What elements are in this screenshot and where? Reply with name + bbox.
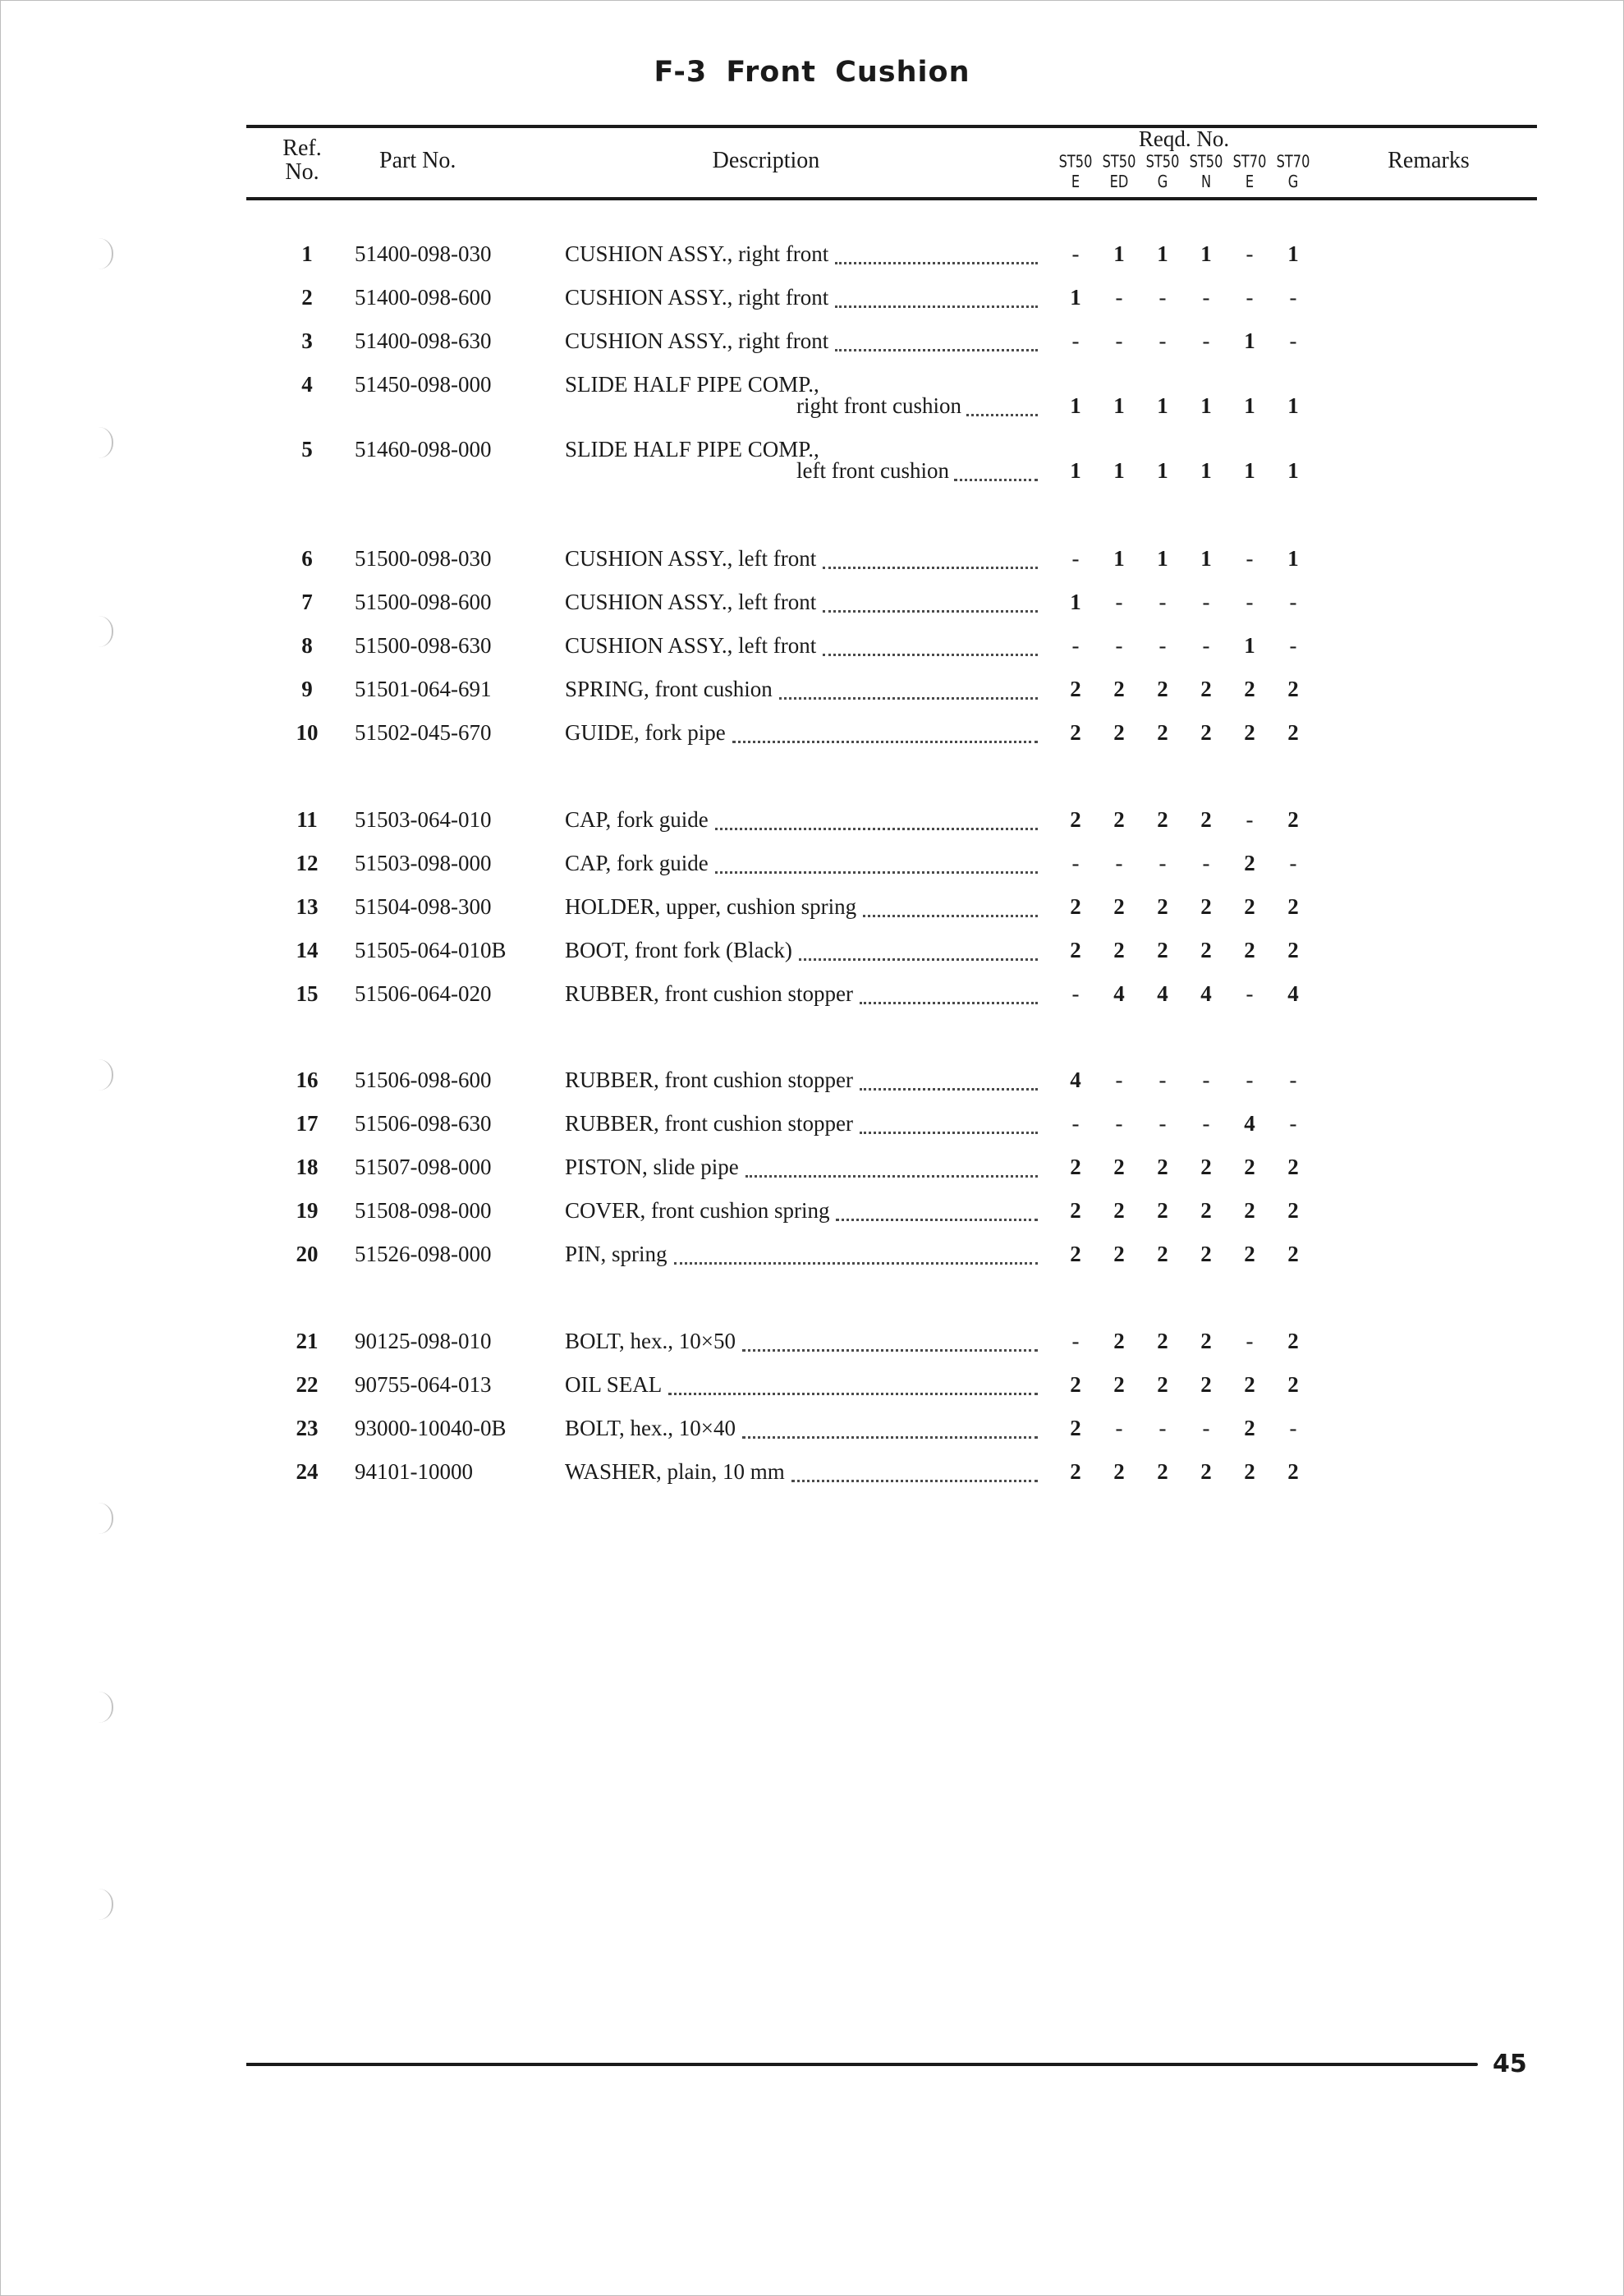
qty-cell: 2 [1070, 1372, 1081, 1397]
qty-cell: 2 [1157, 677, 1168, 701]
qty-cell: 2 [1287, 1372, 1299, 1397]
part-no: 51505-064-010B [355, 938, 507, 962]
dot-leader [835, 348, 1038, 351]
ref-no: 4 [301, 372, 313, 397]
part-no: 94101-10000 [355, 1459, 473, 1484]
qty-cell: - [1071, 328, 1080, 353]
qty-cell: 2 [1157, 938, 1168, 962]
model-code: ST50 [1145, 152, 1180, 172]
part-no: 51500-098-630 [355, 633, 492, 658]
dot-leader [674, 1261, 1038, 1265]
ref-no: 10 [296, 720, 319, 745]
qty-cell: - [1115, 1068, 1123, 1092]
qty-cell: 1 [1287, 393, 1299, 418]
qty-cell: 2 [1113, 1198, 1125, 1223]
ref-no: 7 [301, 590, 313, 614]
qty-cell: - [1158, 1416, 1167, 1440]
qty-cell: 1 [1200, 546, 1212, 571]
ref-no: 8 [301, 633, 313, 658]
dot-leader [799, 957, 1038, 961]
model-code: ST50 [1189, 152, 1223, 172]
qty-cell: 2 [1200, 1459, 1212, 1484]
model-variant: G [1157, 172, 1168, 192]
qty-cell: 2 [1287, 677, 1299, 701]
model-header [1271, 152, 1315, 192]
model-variant: E [1071, 172, 1080, 192]
qty-cell: 2 [1070, 1459, 1081, 1484]
qty-cell: 1 [1157, 458, 1168, 483]
qty-cell: 2 [1244, 894, 1255, 919]
qty-cell: 2 [1070, 1198, 1081, 1223]
model-variant: ED [1109, 172, 1129, 192]
qty-cell: - [1071, 981, 1080, 1006]
qty-cell: 2 [1244, 1372, 1255, 1397]
qty-cell: 1 [1113, 546, 1125, 571]
ref-no: 23 [296, 1416, 319, 1440]
table-row [0, 590, 1624, 622]
description: PIN, spring [565, 1242, 667, 1266]
description: BOLT, hex., 10×40 [565, 1416, 736, 1440]
qty-cell: - [1071, 633, 1080, 658]
qty-cell: 4 [1244, 1111, 1255, 1136]
qty-cell: - [1246, 285, 1254, 310]
qty-cell: - [1115, 590, 1123, 614]
qty-cell: 2 [1113, 1155, 1125, 1179]
qty-cell: 1 [1113, 458, 1125, 483]
ref-no: 13 [296, 894, 319, 919]
description: OIL SEAL [565, 1372, 663, 1397]
qty-cell: - [1202, 590, 1210, 614]
qty-cell: 2 [1200, 1155, 1212, 1179]
qty-cell: - [1289, 285, 1297, 310]
ref-no: 17 [296, 1111, 319, 1136]
table-row [0, 437, 1624, 483]
qty-cell: 2 [1070, 807, 1081, 832]
qty-cell: 1 [1070, 393, 1081, 418]
qty-cell: 1 [1200, 241, 1212, 266]
qty-cell: 2 [1113, 938, 1125, 962]
ref-no: 15 [296, 981, 319, 1006]
qty-cell: 2 [1157, 1372, 1168, 1397]
page-title: F-3 Front Cushion [654, 56, 970, 89]
dot-leader [791, 1479, 1038, 1482]
qty-cell: 1 [1200, 458, 1212, 483]
qty-cell: 2 [1113, 1242, 1125, 1266]
qty-cell: 4 [1200, 981, 1212, 1006]
description: CUSHION ASSY., right front [565, 241, 829, 266]
qty-cell: - [1115, 851, 1123, 875]
part-no: 51460-098-000 [355, 437, 492, 461]
qty-cell: 2 [1244, 851, 1255, 875]
qty-cell: 2 [1157, 1198, 1168, 1223]
part-no: 93000-10040-0B [355, 1416, 507, 1440]
qty-cell: 2 [1157, 1329, 1168, 1353]
description: CAP, fork guide [565, 851, 709, 875]
qty-cell: 2 [1070, 938, 1081, 962]
description: WASHER, plain, 10 mm [565, 1459, 785, 1484]
qty-cell: 1 [1113, 241, 1125, 266]
qty-cell: 4 [1157, 981, 1168, 1006]
qty-cell: 1 [1287, 546, 1299, 571]
column-header-reqd-no: Reqd. No. [1138, 126, 1230, 151]
dot-leader [860, 1001, 1038, 1004]
qty-cell: 2 [1200, 807, 1212, 832]
qty-cell: - [1071, 851, 1080, 875]
table-row [0, 285, 1624, 318]
description: GUIDE, fork pipe [565, 720, 726, 745]
qty-cell: 4 [1113, 981, 1125, 1006]
dot-leader [779, 696, 1038, 700]
column-header-ref [246, 136, 358, 184]
qty-cell: 1 [1070, 590, 1081, 614]
part-no: 51506-098-630 [355, 1111, 492, 1136]
table-row [0, 546, 1624, 579]
ref-no: 16 [296, 1068, 319, 1092]
qty-cell: 2 [1287, 938, 1299, 962]
part-no: 51500-098-030 [355, 546, 492, 571]
ref-no: 24 [296, 1459, 319, 1484]
model-code: ST50 [1058, 152, 1093, 172]
qty-cell: 2 [1244, 938, 1255, 962]
qty-cell: - [1158, 328, 1167, 353]
model-variant: E [1245, 172, 1255, 192]
qty-cell: 2 [1157, 720, 1168, 745]
ref-no: 2 [301, 285, 313, 310]
table-row [0, 633, 1624, 666]
table-row [0, 720, 1624, 753]
qty-cell: - [1246, 241, 1254, 266]
part-no: 51501-064-691 [355, 677, 492, 701]
qty-cell: 2 [1157, 807, 1168, 832]
qty-cell: - [1289, 1111, 1297, 1136]
qty-cell: - [1289, 851, 1297, 875]
qty-cell: - [1202, 1068, 1210, 1092]
model-code: ST70 [1232, 152, 1267, 172]
qty-cell: - [1071, 1329, 1080, 1353]
ref-no: 21 [296, 1329, 319, 1353]
qty-cell: 2 [1287, 1155, 1299, 1179]
dot-leader [732, 740, 1038, 743]
qty-cell: 2 [1113, 807, 1125, 832]
dot-leader [835, 261, 1038, 264]
qty-cell: - [1246, 981, 1254, 1006]
ref-no: 3 [301, 328, 313, 353]
footer-rule [246, 2063, 1478, 2066]
qty-cell: 2 [1200, 938, 1212, 962]
qty-cell: - [1115, 328, 1123, 353]
qty-cell: 2 [1113, 894, 1125, 919]
model-header [1140, 152, 1185, 192]
ref-no: 18 [296, 1155, 319, 1179]
qty-cell: - [1071, 1111, 1080, 1136]
qty-cell: - [1289, 1068, 1297, 1092]
qty-cell: - [1289, 590, 1297, 614]
description: CUSHION ASSY., right front [565, 285, 829, 310]
dot-leader [954, 478, 1038, 481]
description: SPRING, front cushion [565, 677, 773, 701]
qty-cell: - [1246, 1068, 1254, 1092]
model-variant: G [1287, 172, 1299, 192]
ref-no: 9 [301, 677, 313, 701]
part-no: 51526-098-000 [355, 1242, 492, 1266]
part-no: 51504-098-300 [355, 894, 492, 919]
description: BOLT, hex., 10×50 [565, 1329, 736, 1353]
qty-cell: 2 [1244, 1416, 1255, 1440]
part-no: 51506-064-020 [355, 981, 492, 1006]
qty-cell: 2 [1200, 677, 1212, 701]
dot-leader [860, 1131, 1038, 1134]
qty-cell: - [1158, 851, 1167, 875]
ref-no: 22 [296, 1372, 319, 1397]
qty-cell: - [1246, 1329, 1254, 1353]
qty-cell: 2 [1200, 894, 1212, 919]
part-no: 51506-098-600 [355, 1068, 492, 1092]
qty-cell: 2 [1157, 1155, 1168, 1179]
qty-cell: - [1158, 1068, 1167, 1092]
dot-leader [715, 870, 1038, 874]
header-top-rule [246, 125, 1537, 128]
table-row [0, 1329, 1624, 1362]
qty-cell: 2 [1287, 1459, 1299, 1484]
description: BOOT, front fork (Black) [565, 938, 792, 962]
qty-cell: 2 [1113, 1459, 1125, 1484]
qty-cell: - [1246, 590, 1254, 614]
qty-cell: 2 [1157, 1459, 1168, 1484]
table-row [0, 241, 1624, 274]
part-no: 51450-098-000 [355, 372, 492, 397]
qty-cell: 2 [1157, 1242, 1168, 1266]
description: RUBBER, front cushion stopper [565, 981, 853, 1006]
qty-cell: 2 [1287, 1198, 1299, 1223]
model-header [1097, 152, 1141, 192]
dot-leader [860, 1087, 1038, 1091]
qty-cell: 2 [1200, 1329, 1212, 1353]
qty-cell: 2 [1070, 720, 1081, 745]
qty-cell: - [1202, 851, 1210, 875]
part-no: 51400-098-030 [355, 241, 492, 266]
part-no: 51502-045-670 [355, 720, 492, 745]
description: CUSHION ASSY., left front [565, 590, 817, 614]
model-variant: N [1200, 172, 1212, 192]
qty-cell: 1 [1244, 458, 1255, 483]
dot-leader [742, 1435, 1038, 1439]
qty-cell: - [1289, 633, 1297, 658]
qty-cell: - [1158, 1111, 1167, 1136]
model-header [1184, 152, 1228, 192]
header-bottom-rule [246, 197, 1537, 200]
description: HOLDER, upper, cushion spring [565, 894, 857, 919]
qty-cell: 2 [1287, 807, 1299, 832]
table-row [0, 981, 1624, 1014]
table-row [0, 1372, 1624, 1405]
qty-cell: 2 [1244, 1155, 1255, 1179]
qty-cell: 1 [1287, 458, 1299, 483]
description: CUSHION ASSY., right front [565, 328, 829, 353]
qty-cell: 2 [1244, 1242, 1255, 1266]
qty-cell: 2 [1200, 1242, 1212, 1266]
column-header-description: Description [712, 148, 820, 173]
ref-no: 5 [301, 437, 313, 461]
qty-cell: - [1202, 285, 1210, 310]
qty-cell: - [1202, 1416, 1210, 1440]
qty-cell: 1 [1200, 393, 1212, 418]
qty-cell: 2 [1244, 1459, 1255, 1484]
qty-cell: 1 [1244, 633, 1255, 658]
qty-cell: 1 [1070, 285, 1081, 310]
ref-no: 12 [296, 851, 319, 875]
qty-cell: - [1202, 1111, 1210, 1136]
qty-cell: 2 [1244, 1198, 1255, 1223]
qty-cell: - [1158, 633, 1167, 658]
qty-cell: - [1289, 1416, 1297, 1440]
qty-cell: 2 [1244, 677, 1255, 701]
description: CUSHION ASSY., left front [565, 546, 817, 571]
qty-cell: 2 [1113, 1372, 1125, 1397]
qty-cell: 2 [1070, 1242, 1081, 1266]
qty-cell: 2 [1070, 1155, 1081, 1179]
qty-cell: - [1115, 633, 1123, 658]
column-header-part-no: Part No. [379, 148, 456, 173]
qty-cell: - [1158, 590, 1167, 614]
qty-cell: 2 [1113, 720, 1125, 745]
qty-cell: 2 [1287, 1329, 1299, 1353]
model-code: ST70 [1276, 152, 1310, 172]
part-no: 51503-098-000 [355, 851, 492, 875]
part-no: 51507-098-000 [355, 1155, 492, 1179]
dot-leader [823, 566, 1038, 569]
description: PISTON, slide pipe [565, 1155, 739, 1179]
table-row [0, 1155, 1624, 1187]
dot-leader [823, 609, 1038, 613]
qty-cell: 1 [1157, 393, 1168, 418]
qty-cell: 1 [1157, 241, 1168, 266]
qty-cell: 1 [1157, 546, 1168, 571]
qty-cell: 2 [1157, 894, 1168, 919]
dot-leader [835, 305, 1038, 308]
description: COVER, front cushion spring [565, 1198, 830, 1223]
table-row [0, 938, 1624, 971]
ref-no: 20 [296, 1242, 319, 1266]
part-no: 90125-098-010 [355, 1329, 492, 1353]
ref-no: 6 [301, 546, 313, 571]
table-row [0, 807, 1624, 840]
qty-cell: 1 [1244, 328, 1255, 353]
model-code: ST50 [1102, 152, 1136, 172]
dot-leader [715, 827, 1038, 830]
description-continued: left front cushion [796, 458, 949, 483]
table-row [0, 1198, 1624, 1231]
table-row [0, 1242, 1624, 1274]
part-no: 90755-064-013 [355, 1372, 492, 1397]
dot-leader [836, 1218, 1038, 1221]
table-row [0, 677, 1624, 709]
qty-cell: 2 [1287, 894, 1299, 919]
model-header [1227, 152, 1272, 192]
qty-cell: 4 [1287, 981, 1299, 1006]
qty-cell: - [1115, 1416, 1123, 1440]
ref-no: 11 [296, 807, 318, 832]
dot-leader [966, 413, 1038, 416]
qty-cell: - [1202, 633, 1210, 658]
part-no: 51508-098-000 [355, 1198, 492, 1223]
ref-no: 19 [296, 1198, 319, 1223]
table-row [0, 1459, 1624, 1492]
description: CUSHION ASSY., left front [565, 633, 817, 658]
page-number: 45 [1493, 2050, 1527, 2078]
ref-no: 14 [296, 938, 319, 962]
qty-cell: 2 [1070, 894, 1081, 919]
qty-cell: - [1202, 328, 1210, 353]
column-header-ref-line2: No. [285, 159, 319, 185]
ref-no: 1 [301, 241, 313, 266]
description: RUBBER, front cushion stopper [565, 1068, 853, 1092]
qty-cell: 2 [1287, 720, 1299, 745]
table-row [0, 1111, 1624, 1144]
qty-cell: 1 [1113, 393, 1125, 418]
qty-cell: 2 [1113, 677, 1125, 701]
qty-cell: 1 [1287, 241, 1299, 266]
dot-leader [863, 914, 1038, 917]
qty-cell: 2 [1287, 1242, 1299, 1266]
model-header [1053, 152, 1098, 192]
description: RUBBER, front cushion stopper [565, 1111, 853, 1136]
qty-cell: 2 [1070, 1416, 1081, 1440]
qty-cell: - [1115, 1111, 1123, 1136]
qty-cell: 2 [1244, 720, 1255, 745]
qty-cell: - [1289, 328, 1297, 353]
description: CAP, fork guide [565, 807, 709, 832]
column-header-ref-line1: Ref. [282, 135, 322, 161]
qty-cell: - [1158, 285, 1167, 310]
dot-leader [668, 1392, 1038, 1395]
qty-cell: 2 [1200, 1198, 1212, 1223]
description-continued: right front cushion [796, 393, 961, 418]
qty-cell: 2 [1070, 677, 1081, 701]
qty-cell: - [1246, 807, 1254, 832]
table-row [0, 372, 1624, 418]
dot-leader [745, 1174, 1038, 1178]
qty-cell: 1 [1244, 393, 1255, 418]
table-row [0, 894, 1624, 927]
part-no: 51400-098-630 [355, 328, 492, 353]
qty-cell: 1 [1070, 458, 1081, 483]
table-row [0, 851, 1624, 884]
part-no: 51503-064-010 [355, 807, 492, 832]
table-row [0, 328, 1624, 361]
qty-cell: - [1246, 546, 1254, 571]
part-no: 51500-098-600 [355, 590, 492, 614]
table-row [0, 1416, 1624, 1449]
dot-leader [823, 653, 1038, 656]
qty-cell: 4 [1070, 1068, 1081, 1092]
table-row [0, 1068, 1624, 1100]
qty-cell: - [1115, 285, 1123, 310]
qty-cell: 2 [1113, 1329, 1125, 1353]
dot-leader [742, 1348, 1038, 1352]
column-header-remarks: Remarks [1388, 148, 1470, 173]
description: SLIDE HALF PIPE COMP., [565, 437, 819, 461]
qty-cell: 2 [1200, 1372, 1212, 1397]
qty-cell: 2 [1200, 720, 1212, 745]
qty-cell: - [1071, 546, 1080, 571]
description: SLIDE HALF PIPE COMP., [565, 372, 819, 397]
part-no: 51400-098-600 [355, 285, 492, 310]
qty-cell: - [1071, 241, 1080, 266]
